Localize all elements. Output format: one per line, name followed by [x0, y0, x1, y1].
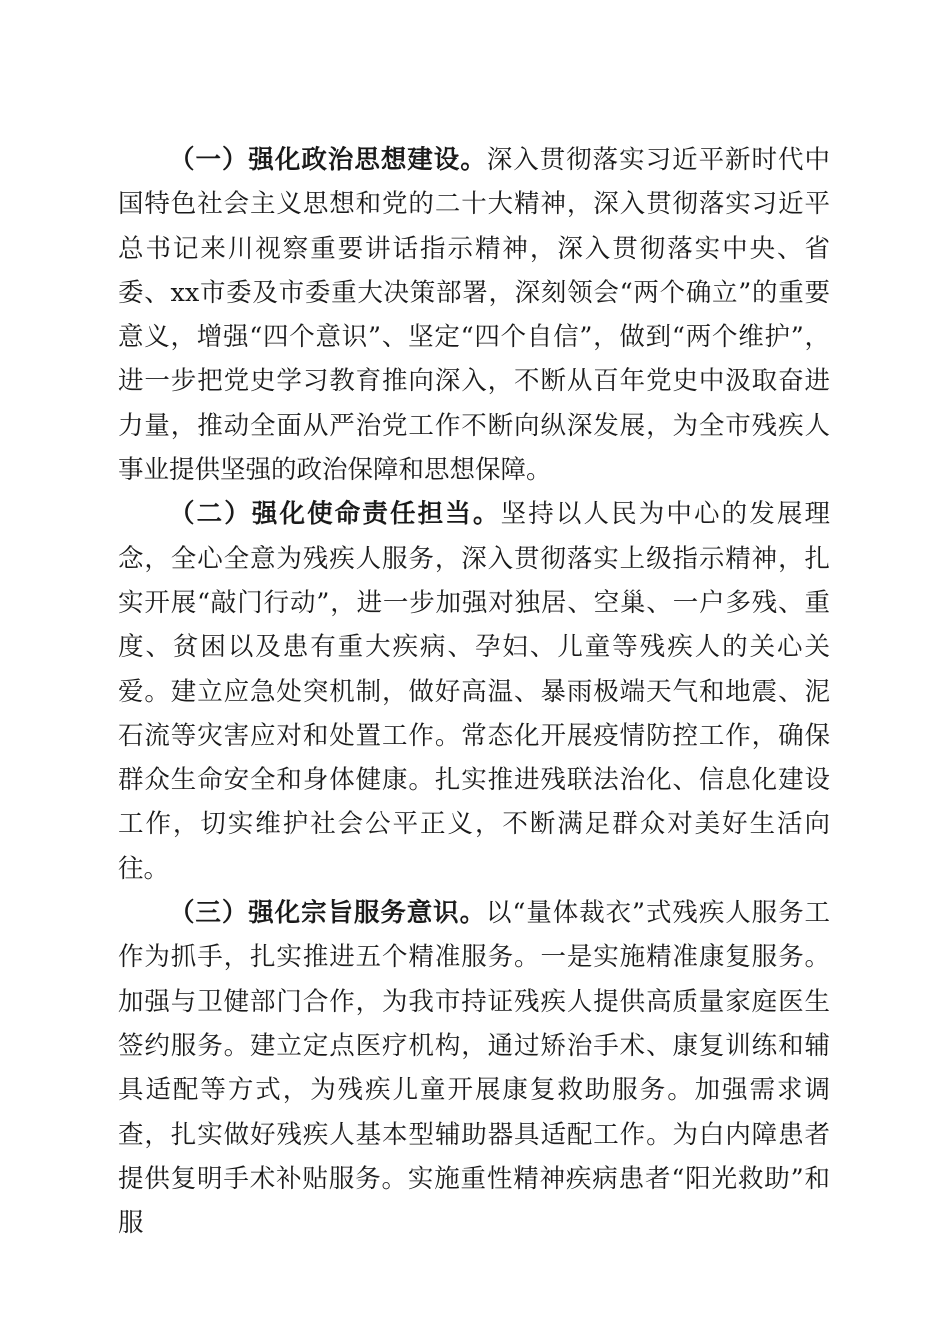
paragraph-heading: （三）强化宗旨服务意识。 — [169, 898, 486, 929]
paragraph-text: 深入贯彻落实习近平新时代中国特色社会主义思想和党的二十大精神，深入贯彻落实习近平总书记来川视察重要讲话指示精神，深入贯彻落实中央、省委、xx市委及市委重大决策部署，深刻领会“两个确立”的重要意义，增强“四个意识”、坚定“四个自信”，做到“两个维护”，进一步把党史学习教育推向深入，不断从百年党史中汲取奋进力量，推动全面从严治党工作不断向纵深发展，为全市残疾人事业提供坚强的政治保障和思想保障。 — [118, 145, 830, 486]
paragraph-heading: （二）强化使命责任担当。 — [169, 499, 501, 530]
paragraph-service-awareness — [118, 891, 830, 1245]
paragraph-political-thought — [118, 138, 830, 492]
paragraph-heading: （一）强化政治思想建设。 — [169, 145, 487, 175]
document-body — [118, 138, 830, 1245]
paragraph-text: 以“量体裁衣”式残疾人服务工作为抓手，扎实推进五个精准服务。一是实施精准康复服务。加强与卫健部门合作，为我市持证残疾人提供高质量家庭医生签约服务。建立定点医疗机构，通过矫治手术、康复训练和辅具适配等方式，为残疾儿童开展康复救助服务。加强需求调查，扎实做好残疾人基本型辅助器具适配工作。为白内障患者提供复明手术补贴服务。实施重性精神疾病患者“阳光救助”和服 — [118, 898, 830, 1239]
paragraph-text: 坚持以人民为中心的发展理念，全心全意为残疾人服务，深入贯彻落实上级指示精神，扎实开展“敲门行动”，进一步加强对独居、空巢、一户多残、重度、贫困以及患有重大疾病、孕妇、儿童等残疾人的关心关爱。建立应急处突机制，做好高温、暴雨极端天气和地震、泥石流等灾害应对和处置工作。常态化开展疫情防控工作，确保群众生命安全和身体健康。扎实推进残联法治化、信息化建设工作，切实维护社会公平正义，不断满足群众对美好生活向往。 — [118, 499, 830, 884]
paragraph-mission-responsibility — [118, 492, 830, 891]
